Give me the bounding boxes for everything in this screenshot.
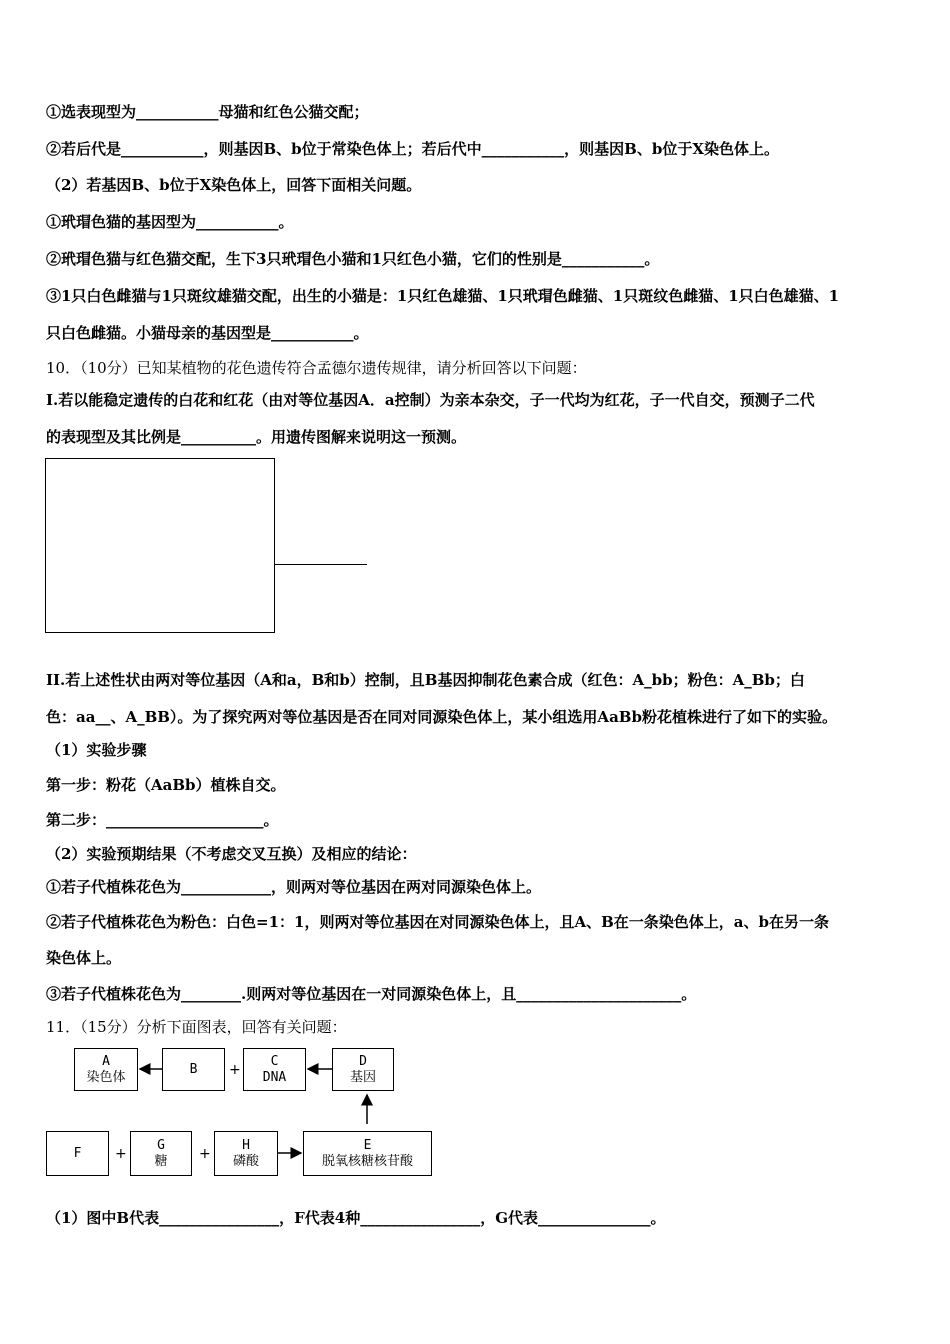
part-2-line-1: II.若上述性状由两对等位基因（A和a，B和b）控制，且B基因抑制花色素合成（红色：A_bb；粉色：A_Bb；白 [46, 671, 805, 689]
result-1: ①若子代植株花色为____________，则两对等位基因在两对同源染色体上。 [46, 878, 542, 896]
box-h-letter: H [242, 1137, 250, 1153]
box-g-text: 糖 [154, 1153, 168, 1169]
box-d-text: 基因 [349, 1069, 376, 1085]
plus-sign-b-c: + [229, 1062, 241, 1078]
question-11-part-1: （1）图中B代表________________，F代表4种________________，G代表_______________。 [46, 1209, 666, 1227]
box-e-letter: E [363, 1137, 372, 1153]
result-2-line-2: 染色体上。 [46, 949, 122, 967]
box-g-letter: G [157, 1137, 165, 1153]
part-2-line-2: 色：aa__、A_BB）。为了探究两对等位基因是否在同对同源染色体上，某小组选用AaBb粉花植株进行了如下的实验。 [46, 708, 837, 726]
box-a-letter: A [102, 1053, 110, 1069]
item-white-cross-line-1: ③1只白色雌猫与1只斑纹雄猫交配，出生的小猫是：1只红色雄猫、1只玳瑁色雌猫、1只斑纹色雌猫、1只白色雄猫、1 [46, 287, 840, 305]
box-h-text: 磷酸 [232, 1153, 259, 1169]
expected-results-heading: （2）实验预期结果（不考虑交叉互换）及相应的结论： [46, 845, 417, 863]
question-10-text: 10．（10分）已知某植物的花色遗传符合孟德尔遗传规律，请分析回答以下问题： [46, 359, 587, 377]
box-d-letter: D [359, 1053, 367, 1069]
item-1-select-phenotype: ①选表现型为___________母猫和红色公猫交配； [46, 103, 369, 121]
subquestion-2-heading: （2）若基因B、b位于X染色体上，回答下面相关问题。 [46, 176, 422, 194]
step-1: 第一步：粉花（AaBb）植株自交。 [46, 776, 286, 794]
box-a-text: 染色体 [86, 1069, 126, 1085]
item-tortoiseshell-cross: ②玳瑁色猫与红色猫交配，生下3只玳瑁色小猫和1只红色小猫，它们的性别是___________。 [46, 250, 660, 268]
result-2-line-1: ②若子代植株花色为粉色：白色=1：1，则两对等位基因在对同源染色体上，且A、B在一条染色体上，a、b在另一条 [46, 913, 829, 931]
box-e-text: 脱氧核糖核苷酸 [321, 1153, 413, 1169]
part-1-line-1: I.若以能稳定遗传的白花和红花（由对等位基因A．a控制）为亲本杂交，子一代均为红花，子一代自交，预测子二代 [46, 391, 815, 409]
box-c-text: DNA [262, 1069, 287, 1085]
item-white-cross-line-2: 只白色雌猫。小猫母亲的基因型是___________。 [46, 324, 369, 342]
box-f-letter: F [73, 1145, 82, 1161]
plus-sign-f-g: + [115, 1146, 127, 1162]
step-2: 第二步：_____________________。 [46, 811, 279, 829]
experiment-steps-heading: （1）实验步骤 [46, 741, 147, 759]
item-2-offspring-result: ②若后代是___________，则基因B、b位于常染色体上；若后代中___________，则基因B、b位于X染色体上。 [46, 140, 779, 158]
part-1-line-2: 的表现型及其比例是__________。用遗传图解来说明这一预测。 [46, 428, 467, 446]
result-3: ③若子代植株花色为________.则两对等位基因在一对同源染色体上，且______________________。 [46, 985, 697, 1003]
box-b-letter: B [189, 1061, 198, 1077]
box-c-letter: C [270, 1053, 279, 1069]
item-tortoiseshell-genotype: ①玳瑁色猫的基因型为___________。 [46, 213, 294, 231]
question-11-text: 11．（15分）分析下面图表，回答有关问题： [46, 1018, 347, 1036]
plus-sign-g-h: + [199, 1146, 211, 1162]
